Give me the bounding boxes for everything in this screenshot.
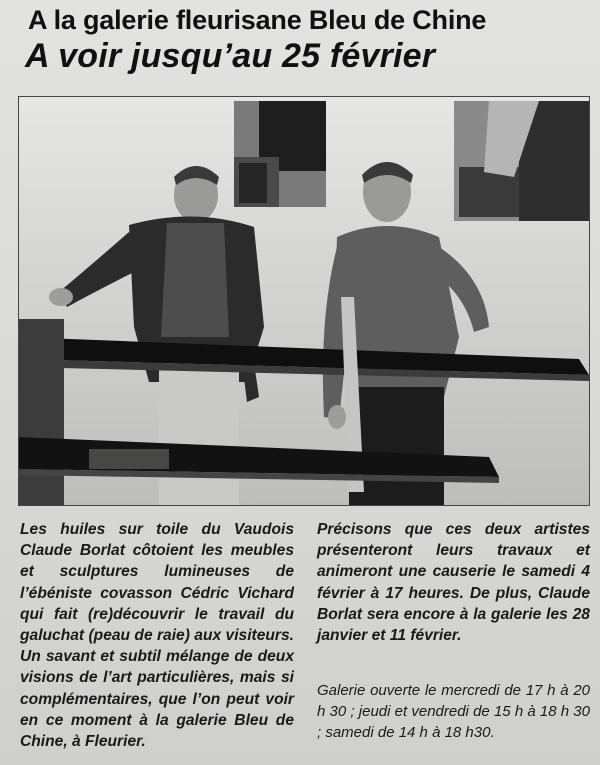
article-column-left [20,519,294,752]
right-column-text: Précisons que ces deux artistes présenteront leurs travaux et animeront une causerie le samedi 4 février à 17 heures. De plus, Claude Borlat sera encore à la galerie les 28 janvier et 11 février. [317,521,590,645]
painting-right [454,101,589,221]
gallery-photo-illustration [19,97,589,505]
article-column-right [317,519,590,646]
article-headline: A voir jusqu’au 25 février [25,37,436,75]
left-column-text: Les huiles sur toile du Vaudois Claude Borlat côtoient les meubles et sculptures lumineuses de l’ébéniste covasson Cédric Vichard qui fait (re)découvrir le travail du galuchat (peau de raie) aux visiteurs. Un savant et subtil mélange de deux visions de l’art particulières, mais si complémentaires, que l’on peut voir en ce moment à la galerie Bleu de Chine, à Fleurier. [20,521,294,751]
article-kicker: A la galerie fleurisane Bleu de Chine [28,5,487,35]
painting-left [234,101,326,207]
opening-hours: Galerie ouverte le mercredi de 17 h à 20 h 30 ; jeudi et vendredi de 15 h à 18 h 30 ; samedi de 14 h à 18 h30. [317,682,590,741]
article-photo [18,96,590,506]
